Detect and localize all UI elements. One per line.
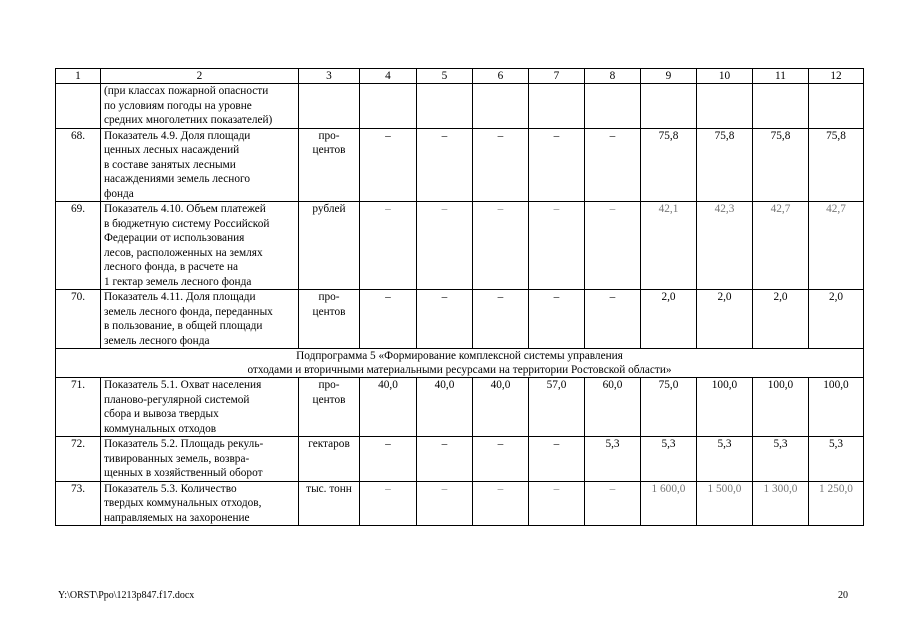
value-cell: 1 600,0 (641, 481, 697, 526)
column-number-cell: 1 (56, 69, 101, 84)
value-cell: 100,0 (809, 378, 864, 437)
value-cell: – (585, 481, 641, 526)
column-number-row (56, 69, 864, 84)
value-cell: – (417, 128, 473, 202)
footer-file-path: Y:\ORST\Ppo\1213p847.f17.docx (58, 590, 195, 601)
row-number-cell: 72. (56, 437, 101, 482)
table-row (56, 290, 864, 349)
value-cell: 75,8 (809, 128, 864, 202)
unit-cell: гектаров (299, 437, 360, 482)
value-cell: 5,3 (809, 437, 864, 482)
row-number-cell: 69. (56, 202, 101, 290)
column-number-cell: 8 (585, 69, 641, 84)
value-cell: 42,7 (809, 202, 864, 290)
value-cell: – (473, 481, 529, 526)
value-cell (360, 84, 417, 129)
value-cell: 75,8 (697, 128, 753, 202)
value-cell: – (473, 290, 529, 349)
value-cell: 60,0 (585, 378, 641, 437)
indicator-name-cell: (при классах пожарной опасности по условиям погоды на уровне средних многолетних показателей) (101, 84, 299, 129)
row-number-cell: 70. (56, 290, 101, 349)
value-cell: 57,0 (529, 378, 585, 437)
value-cell: – (529, 202, 585, 290)
value-cell: 2,0 (809, 290, 864, 349)
value-cell: 40,0 (473, 378, 529, 437)
value-cell: 75,8 (753, 128, 809, 202)
column-number-cell: 7 (529, 69, 585, 84)
value-cell (585, 84, 641, 129)
value-cell: – (585, 128, 641, 202)
column-number-cell: 5 (417, 69, 473, 84)
page-number: 20 (838, 590, 848, 601)
column-number-cell: 12 (809, 69, 864, 84)
value-cell: 5,3 (697, 437, 753, 482)
value-cell: 5,3 (585, 437, 641, 482)
column-number-cell: 10 (697, 69, 753, 84)
column-number-cell: 6 (473, 69, 529, 84)
table-row (56, 378, 864, 437)
row-number-cell: 73. (56, 481, 101, 526)
row-number-cell: 71. (56, 378, 101, 437)
value-cell: 2,0 (697, 290, 753, 349)
value-cell: 42,1 (641, 202, 697, 290)
unit-cell: про- центов (299, 378, 360, 437)
value-cell: 2,0 (753, 290, 809, 349)
value-cell: – (529, 481, 585, 526)
value-cell (417, 84, 473, 129)
value-cell: 75,0 (641, 378, 697, 437)
indicator-name-cell: Показатель 4.9. Доля площади ценных лесных насаждений в составе занятых лесными насаждениями земель лесного фонда (101, 128, 299, 202)
value-cell: 42,7 (753, 202, 809, 290)
value-cell: – (360, 290, 417, 349)
table-row (56, 128, 864, 202)
column-number-cell: 2 (101, 69, 299, 84)
row-number-cell (56, 84, 101, 129)
indicator-name-cell: Показатель 5.2. Площадь рекуль- тивированных земель, возвра- щенных в хозяйственный оборот (101, 437, 299, 482)
value-cell: – (585, 290, 641, 349)
value-cell (641, 84, 697, 129)
table-row (56, 437, 864, 482)
subprogram-row (56, 349, 864, 378)
value-cell: 42,3 (697, 202, 753, 290)
unit-cell: про- центов (299, 290, 360, 349)
value-cell: 1 250,0 (809, 481, 864, 526)
value-cell: 5,3 (753, 437, 809, 482)
indicator-name-cell: Показатель 4.11. Доля площади земель лесного фонда, переданных в пользование, в общей площади земель лесного фонда (101, 290, 299, 349)
value-cell (299, 84, 360, 129)
unit-cell: про- центов (299, 128, 360, 202)
value-cell: 100,0 (697, 378, 753, 437)
value-cell: – (417, 202, 473, 290)
table-row (56, 202, 864, 290)
value-cell: – (473, 437, 529, 482)
indicator-name-cell: Показатель 4.10. Объем платежей в бюджетную систему Российской Федерации от использования лесов, расположенных на землях лесного фонда, в расчете на 1 гектар земель лесного фонда (101, 202, 299, 290)
value-cell: – (360, 481, 417, 526)
column-number-cell: 4 (360, 69, 417, 84)
value-cell: – (360, 202, 417, 290)
indicator-name-cell: Показатель 5.1. Охват населения планово-регулярной системой сбора и вывоза твердых коммунальных отходов (101, 378, 299, 437)
value-cell: 2,0 (641, 290, 697, 349)
value-cell: 75,8 (641, 128, 697, 202)
continuation-row (56, 84, 864, 129)
value-cell: – (473, 202, 529, 290)
value-cell: – (417, 437, 473, 482)
indicator-name-cell: Показатель 5.3. Количество твердых коммунальных отходов, направляемых на захоронение (101, 481, 299, 526)
value-cell: – (360, 128, 417, 202)
column-number-cell: 11 (753, 69, 809, 84)
value-cell (697, 84, 753, 129)
column-number-cell: 3 (299, 69, 360, 84)
column-number-cell: 9 (641, 69, 697, 84)
unit-cell: рублей (299, 202, 360, 290)
value-cell: 1 500,0 (697, 481, 753, 526)
value-cell: – (417, 481, 473, 526)
value-cell: – (529, 128, 585, 202)
value-cell: – (585, 202, 641, 290)
value-cell (809, 84, 864, 129)
value-cell (529, 84, 585, 129)
value-cell: 40,0 (360, 378, 417, 437)
value-cell (473, 84, 529, 129)
value-cell: – (360, 437, 417, 482)
value-cell: – (529, 437, 585, 482)
subprogram-title-cell: Подпрограмма 5 «Формирование комплексной системы управления отходами и вторичными материальными ресурсами на территории Ростовской области» (56, 349, 864, 378)
value-cell (753, 84, 809, 129)
row-number-cell: 68. (56, 128, 101, 202)
value-cell: – (473, 128, 529, 202)
table-row (56, 481, 864, 526)
unit-cell: тыс. тонн (299, 481, 360, 526)
value-cell: 40,0 (417, 378, 473, 437)
value-cell: 1 300,0 (753, 481, 809, 526)
indicator-table (55, 68, 864, 526)
value-cell: 5,3 (641, 437, 697, 482)
value-cell: – (417, 290, 473, 349)
value-cell: – (529, 290, 585, 349)
value-cell: 100,0 (753, 378, 809, 437)
